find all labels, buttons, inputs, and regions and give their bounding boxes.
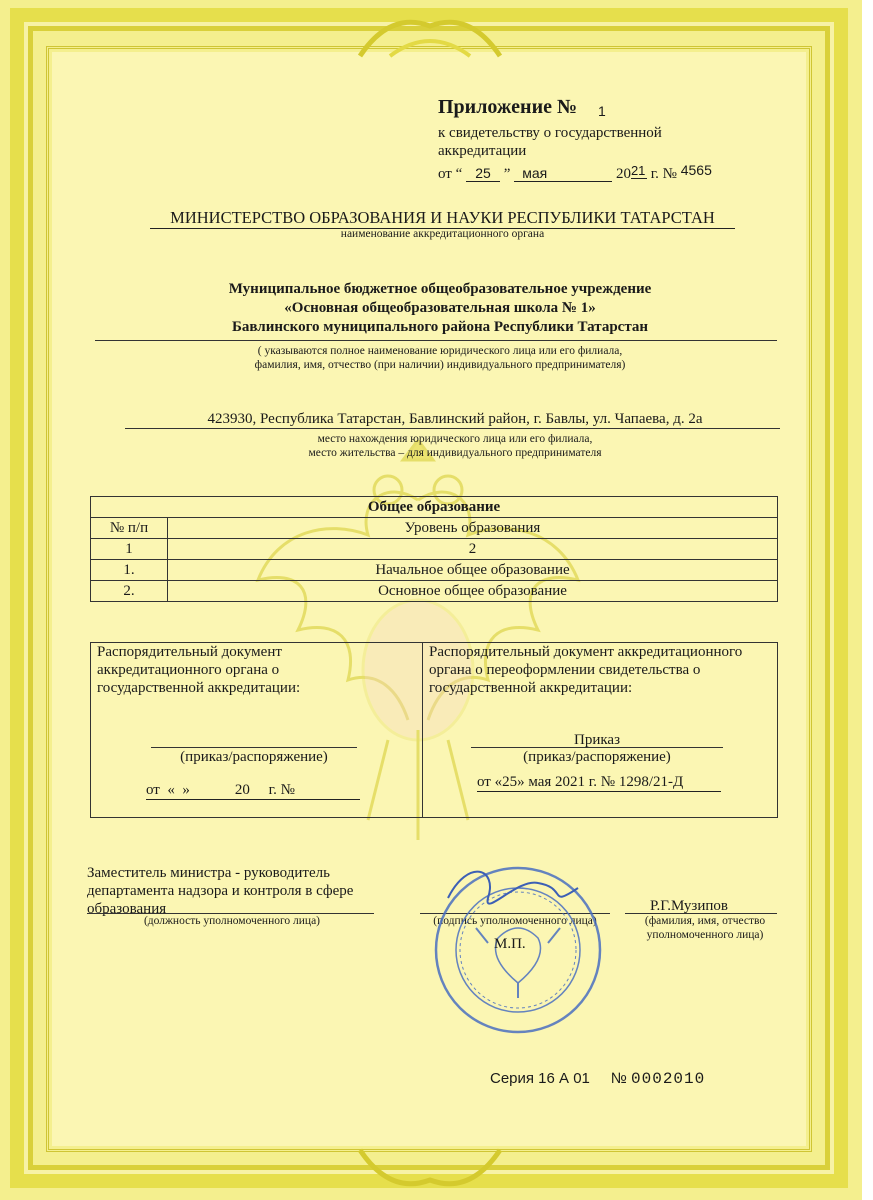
signatory-role: Заместитель министра - руководитель департамента надзора и контроля в сфере образования [87, 865, 354, 917]
table-row [91, 581, 778, 602]
decree-left-caption: (приказ/распоряжение) [180, 749, 328, 765]
appendix-title: Приложение № [438, 96, 578, 118]
education-table [90, 496, 778, 602]
organization-underline [95, 340, 777, 341]
appendix-to-text: к свидетельству о государственной аккредитации [438, 125, 662, 159]
organization-name [95, 280, 785, 337]
organization-caption [95, 344, 785, 372]
address-text: 423930, Республика Татарстан, Бавлинский район, г. Бавлы, ул. Чапаева, д. 2а [207, 411, 703, 427]
ministry-caption: наименование аккредитационного органа [340, 228, 545, 240]
signatory-name: Р.Г.Музипов [650, 898, 728, 914]
decree-left-date: от « » 20 г. № [146, 781, 360, 800]
date-day: 25 [466, 165, 500, 182]
signatory-role-caption: (должность уполномоченного лица) [143, 915, 321, 927]
education-table-title: Общее образование [91, 497, 778, 518]
date-month: мая [514, 165, 612, 182]
decree-box [90, 642, 778, 818]
organization-line-1: Муниципальное бюджетное общеобразовательное учреждение [228, 281, 652, 297]
header-level: Уровень образования [168, 518, 778, 539]
row-num: 1. [91, 560, 168, 581]
index-col2: 2 [168, 539, 778, 560]
ministry-name: МИНИСТЕРСТВО ОБРАЗОВАНИЯ И НАУКИ РЕСПУБЛИКИ ТАТАРСТАН [150, 208, 735, 229]
series-footer [490, 1070, 705, 1088]
row-num: 2. [91, 581, 168, 602]
organization-caption-1: ( указываются полное наименование юридического лица или его филиала, [257, 345, 623, 357]
series-label: Серия 16 А 01 [490, 1070, 590, 1087]
stamp-placeholder: М.П. [494, 936, 526, 952]
table-row [91, 560, 778, 581]
address-caption [125, 432, 785, 460]
signatory-name-caption: (фамилия, имя, отчество уполномоченного лица) [644, 915, 766, 941]
table-index-row [91, 539, 778, 560]
decree-right-date: от «25» мая 2021 г. № 1298/21-Д [477, 773, 721, 792]
cert-number-label: г. № [650, 166, 677, 182]
table-header-row [91, 518, 778, 539]
series-number: 0002010 [631, 1070, 706, 1088]
date-mid: ” [503, 166, 511, 182]
signature-caption: (подпись уполномоченного лица) [433, 915, 597, 927]
address-caption-1: место нахождения юридического лица или его филиала, [317, 433, 593, 445]
date-year-suffix: 21 [630, 163, 646, 178]
index-col1: 1 [91, 539, 168, 560]
organization-line-2: «Основная общеобразовательная школа № 1» [284, 300, 596, 316]
series-number-label: № [610, 1070, 627, 1087]
appendix-number: 1 [598, 103, 606, 119]
appendix-date [438, 162, 712, 183]
decree-left-text: Распорядительный документ аккредитационного органа о государственной аккредитации: [97, 644, 301, 696]
organization-caption-2: фамилия, имя, отчество (при наличии) индивидуального предпринимателя) [254, 359, 626, 371]
top-ornament-icon [350, 6, 510, 66]
date-prefix: от “ [438, 166, 463, 182]
organization-line-3: Бавлинского муниципального района Республики Татарстан [231, 319, 649, 335]
bottom-ornament-icon [350, 1140, 510, 1200]
address-caption-2: место жительства – для индивидуального предпринимателя [308, 447, 602, 459]
address-underline [125, 428, 780, 429]
decree-right-caption: (приказ/распоряжение) [523, 749, 671, 765]
row-level: Основное общее образование [168, 581, 778, 602]
decree-right-text: Распорядительный документ аккредитационного органа о переоформлении свидетельства о государственной аккредитации: [429, 644, 743, 696]
decree-right-type: Приказ [573, 732, 620, 748]
decree-divider [422, 643, 423, 817]
date-year-prefix: 20 [615, 166, 631, 182]
cert-number: 4565 [680, 162, 712, 178]
header-num: № п/п [91, 518, 168, 539]
row-level: Начальное общее образование [168, 560, 778, 581]
